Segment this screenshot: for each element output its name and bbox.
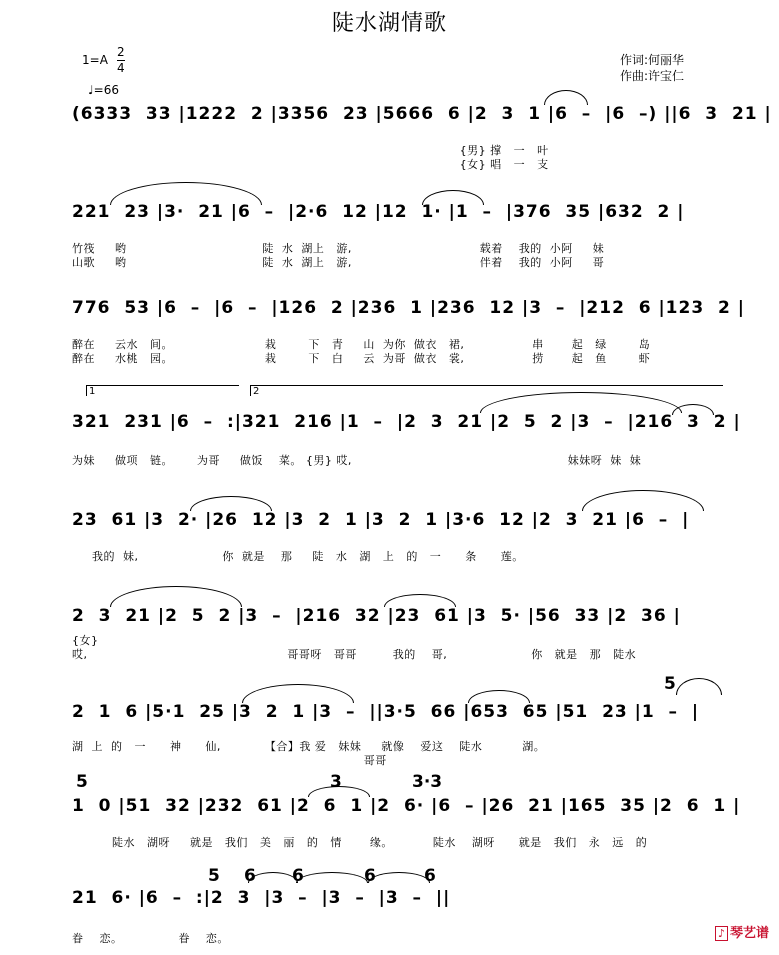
- site-logo: [715, 922, 769, 941]
- slur: [190, 496, 272, 511]
- notation-line: 21 6· |6 – :|2 3 |3 – |3 – |3 – ||: [72, 888, 451, 908]
- upper-voice-note: 3: [330, 772, 342, 792]
- lyric-line-2: 山歌 哟 陡 水 湖上 游, 伴着 我的 小阿 哥: [72, 256, 605, 269]
- lyric-line-1: 醉在 云水 间。 栽 下 青 山 为你 做衣 裙, 串 起 绿 岛: [72, 338, 651, 351]
- upper-voice-note: 6: [244, 866, 256, 886]
- score-system-7: [72, 674, 724, 770]
- lyric-line-2: {女} 唱 一 支: [72, 158, 549, 171]
- logo-icon: ♪: [715, 926, 728, 941]
- second-ending-bracket: 2: [250, 385, 723, 396]
- lyric-line-1: 眷 恋。 眷 恋。: [72, 932, 229, 945]
- notation-line: 221 23 |3· 21 |6 – |2·6 12 |12 1· |1 – |376 35 |632 2 |: [72, 202, 685, 222]
- lyric-line-1: {女}: [72, 634, 99, 647]
- score-system-4: [72, 410, 741, 467]
- score-system-9: [72, 866, 724, 946]
- upper-voice-note: 6: [424, 866, 436, 886]
- upper-voice-note: 3·3: [412, 772, 443, 792]
- slur: [582, 490, 704, 511]
- lyric-line-1: {男} 撑 一 叶: [72, 144, 549, 157]
- slur: [544, 90, 588, 105]
- lyric-line-1: 陡水 湖呀 就是 我们 美 丽 的 情 缘。 陡水 湖呀 就是 我们 永 远 的: [72, 836, 648, 849]
- first-ending-bracket: 1: [86, 385, 239, 396]
- lyric-line-2: 哎, 哥哥呀 哥哥 我的 哥, 你 就是 那 陡水: [72, 648, 637, 661]
- notation-line: 776 53 |6 – |6 – |126 2 |236 1 |236 12 |3 – |212 6 |123 2 |: [72, 298, 745, 318]
- lyric-line-2: 醉在 水桃 园。 栽 下 白 云 为哥 做衣 裳, 捞 起 鱼 虾: [72, 352, 651, 365]
- notation-line: 23 61 |3 2· |26 12 |3 2 1 |3 2 1 |3·6 12 |2 3 21 |6 – |: [72, 510, 690, 530]
- score-system-6: [72, 604, 724, 664]
- slur: [676, 678, 722, 695]
- upper-voice-note: 6: [364, 866, 376, 886]
- upper-voice-note: 5: [664, 674, 676, 694]
- time-top: 2: [117, 45, 125, 59]
- time-bottom: 4: [117, 61, 125, 75]
- slur: [368, 872, 430, 883]
- tempo-mark: ♩=66: [88, 83, 119, 97]
- score-system-8: [72, 772, 741, 854]
- score-system-5: [72, 508, 724, 563]
- slur: [110, 586, 242, 607]
- notation-line: (6333 33 |1222 2 |3356 23 |5666 6 |2 3 1 |6 – |6 –) ||6 3 21 |: [72, 104, 772, 124]
- score-system-3: [72, 296, 745, 366]
- score-system-1: [72, 102, 772, 172]
- lyric-line-1: 我的 妹, 你 就是 那 陡 水 湖 上 的 一 条 莲。: [72, 550, 524, 563]
- key-label: 1=A: [82, 53, 108, 67]
- lyric-line-2: 哥哥: [72, 754, 387, 767]
- lyric-line-1: 竹筏 哟 陡 水 湖上 游, 载着 我的 小阿 妹: [72, 242, 605, 255]
- page-title: 陡水湖情歌: [331, 11, 447, 36]
- score-system-2: [72, 200, 724, 270]
- time-signature: [117, 45, 125, 76]
- key-signature: [82, 53, 108, 68]
- slur: [296, 872, 368, 883]
- lyric-line-1: 湖 上 的 一 神 仙, 【合】我 爱 妹妹 就像 爱这 陡水 湖。: [72, 740, 546, 753]
- composer-credit: 作曲:许宝仁: [620, 69, 685, 83]
- logo-text: 琴艺谱: [729, 926, 769, 941]
- notation-line: 321 231 |6 – :|321 216 |1 – |2 3 21 |2 5 2 |3 – |216 3 2 |: [72, 412, 741, 432]
- notation-line: 2 1 6 |5·1 25 |3 2 1 |3 – ||3·5 66 |653 65 |51 23 |1 – |: [72, 702, 700, 722]
- notation-line: 1 0 |51 32 |232 61 |2 6 1 |2 6· |6 – |26 21 |165 35 |2 6 1 |: [72, 796, 741, 816]
- lyric-line-1: 为妹 做项 链。 为哥 做饭 菜。 {男} 哎, 妹妹呀 妹 妹: [72, 454, 642, 467]
- upper-voice-note: 5: [76, 772, 88, 792]
- upper-voice-note: 5: [208, 866, 220, 886]
- upper-voice-note: 6: [292, 866, 304, 886]
- notation-line: 2 3 21 |2 5 2 |3 – |216 32 |23 61 |3 5· |56 33 |2 36 |: [72, 606, 681, 626]
- slur: [242, 684, 354, 703]
- lyricist-credit: 作词:何丽华: [620, 53, 685, 67]
